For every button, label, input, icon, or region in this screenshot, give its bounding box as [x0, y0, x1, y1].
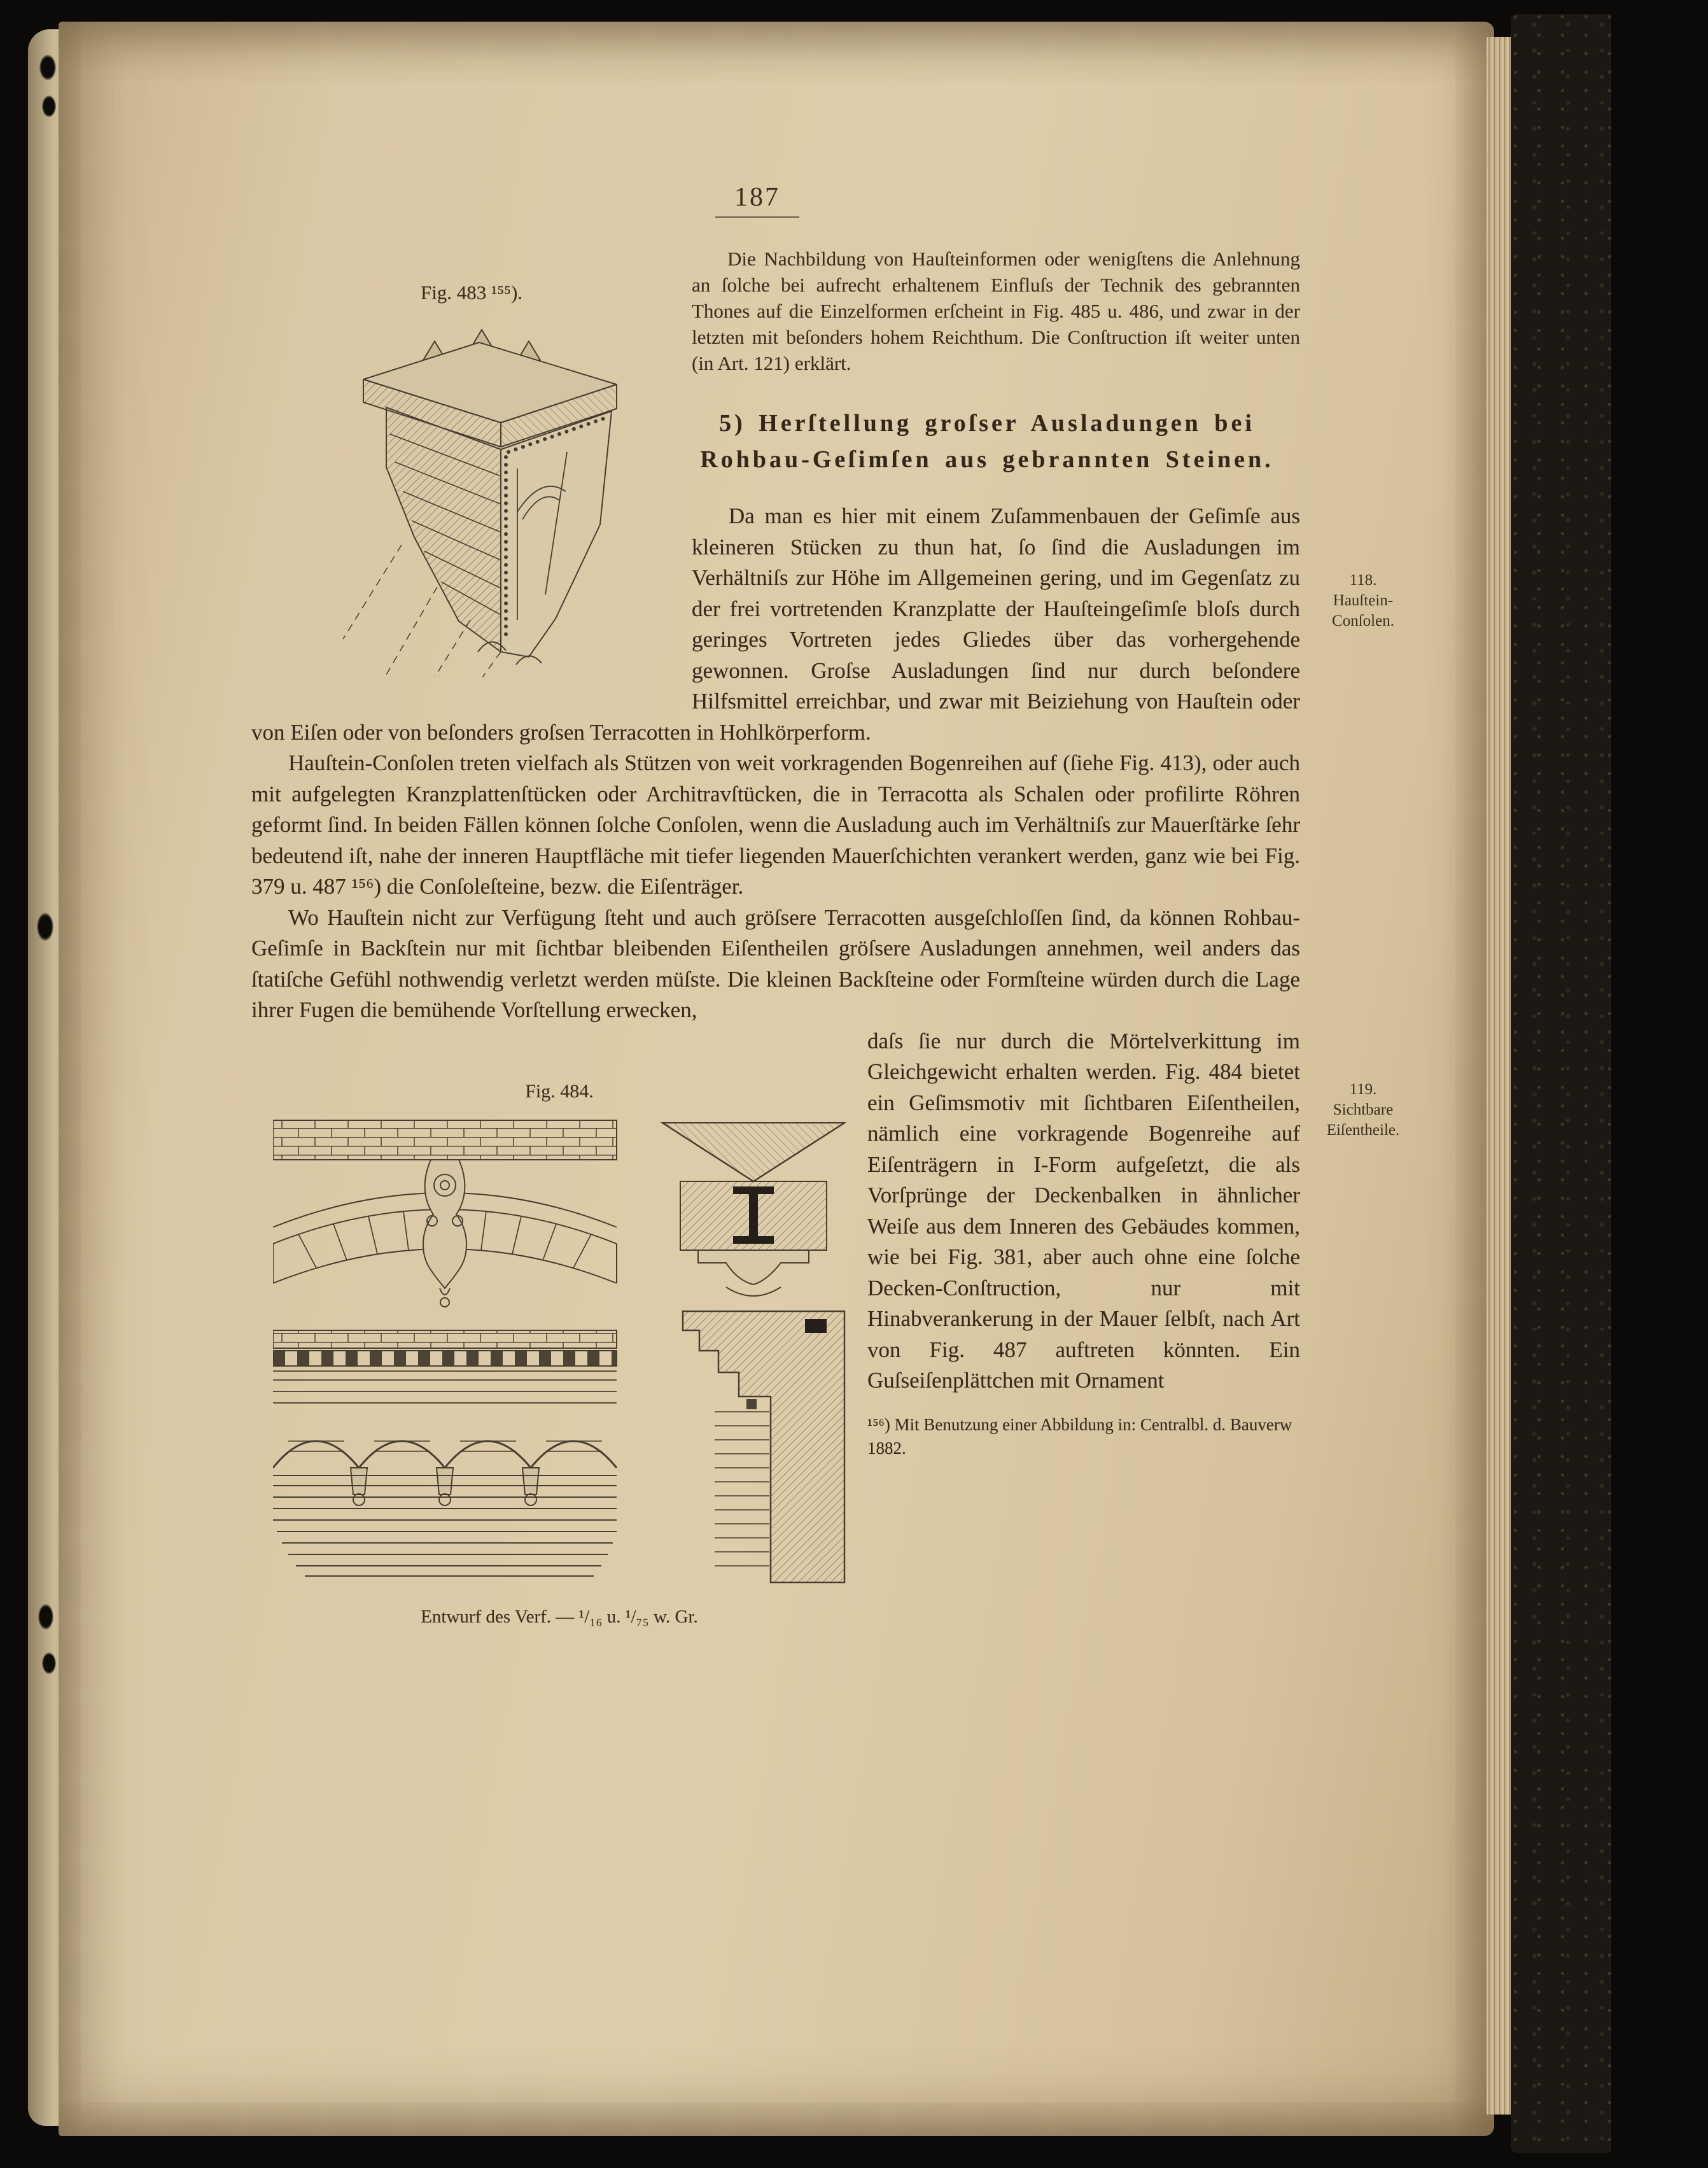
punch-hole: [37, 913, 53, 941]
text-column: [251, 246, 1300, 1743]
footnote-156: ¹⁵⁶) Mit Benutzung einer Abbildung in: Centralbl. d. Bauverw 1882.: [867, 1414, 1292, 1458]
margin-note-text: Sichtbare Eiſentheile.: [1326, 1101, 1400, 1139]
margin-note-text: Hauſtein-Conſolen.: [1332, 592, 1394, 630]
figure-484-caption: Entwurf des Verf. — ¹/₁₆ u. ¹/₇₅ w. Gr.: [421, 1606, 698, 1627]
punch-hole: [42, 1652, 56, 1674]
figure-484-label: Fig. 484.: [525, 1080, 594, 1102]
paragraph-3-full: Wo Hauſtein nicht zur Verfügung ſteht und auch gröſsere Terracotten ausgeſchloſſen ſind, da können Rohbau-Geſimſe in Backſtein nur mit ſichtbar bleibenden Eiſentheilen gröſsere Ausladungen annehmen, weil anders das ſtatiſche Gefühl nothwendig verletzt werden müſste. Die kleinen Backſteine oder Formſteine würden durch die Lage ihrer Fugen die bemühende Vorſtellung erwecken,: [251, 905, 1300, 1022]
fig483-corbel-engraving: [268, 321, 675, 677]
margin-note-118: [1307, 570, 1419, 631]
section-heading: 5) Herſtellung groſser Ausladungen bei Rohbau-Geſimſen aus gebrannten Steinen.: [700, 410, 1274, 473]
punch-hole: [38, 1604, 53, 1630]
punch-hole: [39, 55, 56, 80]
paragraph-3-wrapped: daſs ſie nur durch die Mörtelverkittung im Gleichgewicht erhalten werden. Fig. 484 bietet ein Geſimsmotiv mit ſichtbaren Eiſentheilen, nämlich eine vorkragende Bogenreihe auf Eiſenträgern in I-Form aufgeſetzt, die als Vorſprünge der Deckenbalken in ähnlicher Weiſe aus dem Inneren des Gebäudes kommen, wie bei Fig. 381, aber auch ohne eine ſolche Decken-Conſtruction, nur mit Hinabverankerung in der Mauer ſelbſt, nach Art von Fig. 487 auftreten könnten. Ein Guſseiſenplättchen mit Ornament: [867, 1028, 1300, 1393]
page-number: 187: [668, 182, 846, 218]
fig484-cornice-engravings: [273, 1119, 846, 1584]
figure-483: [251, 246, 692, 691]
book-cover: [1511, 14, 1611, 2153]
figure-484: [251, 1026, 867, 1743]
margin-note-119: [1307, 1080, 1419, 1141]
margin-note-number: 119.: [1349, 1081, 1377, 1098]
paragraph-1: Da man es hier mit einem Zuſammenbauen der Geſimſe aus kleineren Stücken zu thun hat, ſo ſind die Ausladungen im Verhältniſs zur Höhe im Allgemeinen gering, und im Gegenſatz zu der frei vortretenden Kranzplatte der Hauſteingeſimſe bloſs durch geringes Vortreten jedes Gliedes über das vorhergehende gewonnen. Groſse Ausladungen ſind nur durch beſondere Hilfsmittel erreichbar, und zwar mit Beiziehung von Hauſtein oder von Eiſen oder von beſonders groſsen Terracotten in Hohlkörperform.: [251, 503, 1300, 745]
paragraph-2: Hauſtein-Conſolen treten vielfach als Stützen von weit vorkragenden Bogenreihen auf (ſiehe Fig. 413), oder auch mit aufgelegten Kranzplattenſtücken oder Architravſtücken, die in Terracotta als Schalen oder profilirte Röhren geformt ſind. In beiden Fällen können ſolche Conſolen, wenn die Ausladung auch im Verhältniſs zur Mauerſtärke ſehr bedeutend iſt, nahe der inneren Hauptfläche mit tiefer liegenden Mauerſchichten verankert werden, ganz wie bei Fig. 379 u. 487 ¹⁵⁶) die Conſoleſteine, bezw. die Eiſenträger.: [251, 750, 1300, 899]
margin-note-number: 118.: [1349, 572, 1377, 589]
figure-483-label: Fig. 483 ¹⁵⁵).: [420, 281, 523, 304]
punch-hole: [42, 95, 56, 117]
intro-paragraph: Die Nachbildung von Hauſteinformen oder wenigſtens die Anlehnung an ſolche bei aufrecht erhaltenem Einfluſs der Technik des gebrannten Thones auf die Einzelformen erſcheint in Fig. 485 u. 486, und zwar in der letzten mit beſonders hohem Reichthum. Die Conſtruction iſt weiter unten (in Art. 121) erklärt.: [692, 248, 1300, 374]
page-edge-stack: [1487, 37, 1513, 2115]
book-page: [59, 22, 1494, 2136]
